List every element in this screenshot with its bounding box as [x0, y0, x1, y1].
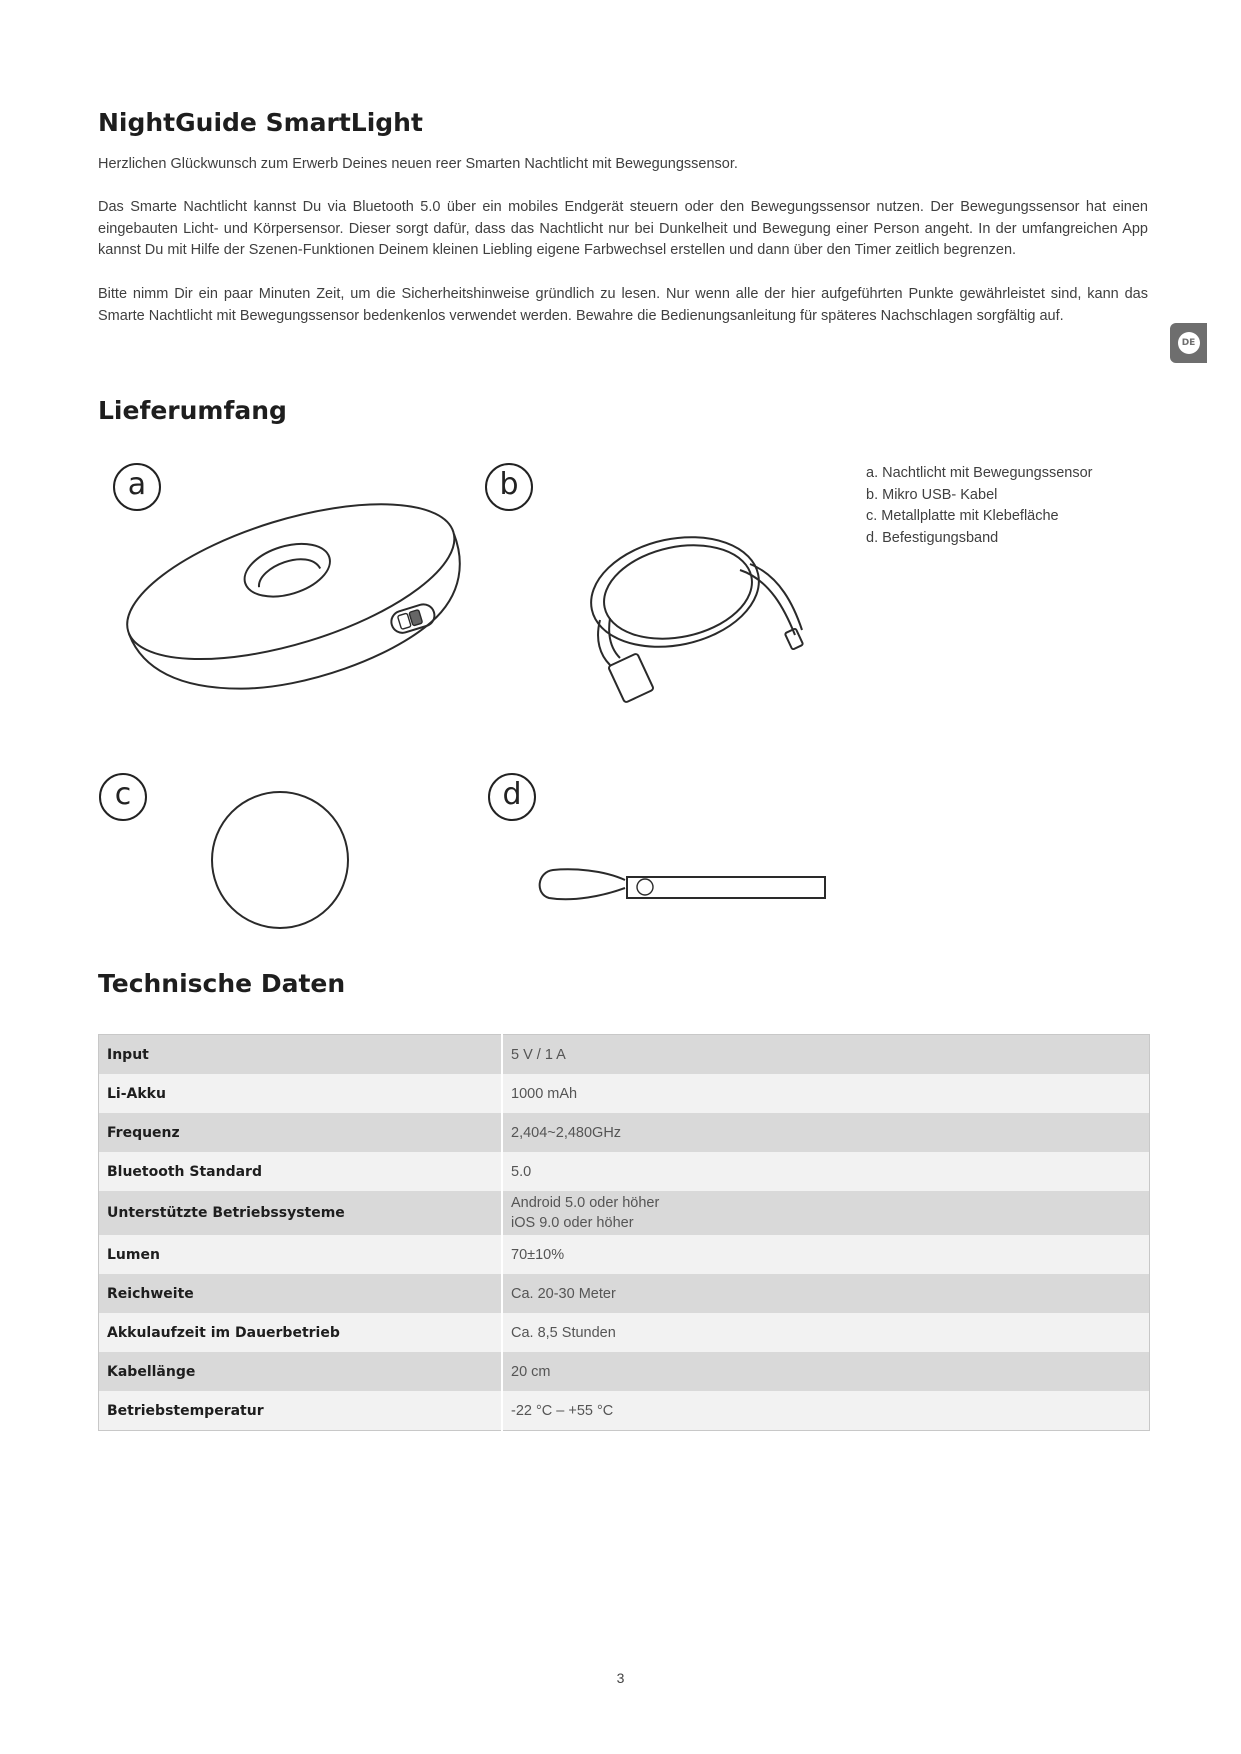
table-row: [99, 1113, 1150, 1152]
spec-key: Unterstützte Betriebssysteme: [99, 1191, 503, 1235]
list-item: c. Metallplatte mit Klebefläche: [866, 508, 1059, 524]
spec-value: Ca. 20-30 Meter: [502, 1274, 1150, 1313]
spec-value: 2,404~2,480GHz: [502, 1113, 1150, 1152]
table-row: [99, 1313, 1150, 1352]
spec-value: 5 V / 1 A: [502, 1035, 1150, 1075]
label-a: a: [113, 463, 161, 511]
strap-illustration: [533, 860, 833, 908]
contents-list: [866, 463, 1092, 549]
table-row: [99, 1352, 1150, 1391]
intro-paragraph-1: Herzlichen Glückwunsch zum Erwerb Deines neuen reer Smarten Nachtlicht mit Bewegungssensor.: [98, 156, 738, 172]
spec-key: Bluetooth Standard: [99, 1152, 503, 1191]
spec-key: Frequenz: [99, 1113, 503, 1152]
table-row: [99, 1191, 1150, 1235]
spec-key: Input: [99, 1035, 503, 1075]
specs-heading: Technische Daten: [98, 969, 346, 998]
table-row: [99, 1391, 1150, 1431]
metal-plate-illustration: [208, 788, 352, 932]
spec-value: 20 cm: [502, 1352, 1150, 1391]
language-tab[interactable]: [1170, 323, 1207, 363]
intro-paragraph-2: Das Smarte Nachtlicht kannst Du via Bluetooth 5.0 über ein mobiles Endgerät steuern oder den Bewegungssensor nutzen. Der Bewegungssensor hat einen eingebauten Licht- und Körpersensor. Dieser sorgt dafür, dass das Nachtlicht nur bei Dunkelheit und Bewegung einer Person angeht. In der umfangreichen App kannst Du mit Hilfe der Szenen-Funktionen Deinem kleinen Liebling eigene Farbwechsel erstellen und dann über den Timer zeitlich begrenzen.: [98, 199, 1148, 258]
specs-table: [98, 1034, 1150, 1431]
spec-value: -22 °C – +55 °C: [502, 1391, 1150, 1431]
spec-key: Betriebstemperatur: [99, 1391, 503, 1431]
label-b: b: [485, 463, 533, 511]
spec-value: Android 5.0 oder höher iOS 9.0 oder höher: [502, 1191, 1150, 1235]
spec-key: Kabellänge: [99, 1352, 503, 1391]
spec-value: 1000 mAh: [502, 1074, 1150, 1113]
table-row: [99, 1035, 1150, 1075]
spec-value: 5.0: [502, 1152, 1150, 1191]
table-row: [99, 1274, 1150, 1313]
spec-key: Akkulaufzeit im Dauerbetrieb: [99, 1313, 503, 1352]
intro-paragraph-3: Bitte nimm Dir ein paar Minuten Zeit, um die Sicherheitshinweise gründlich zu lesen. Nur wenn alle der hier aufgeführten Punkte gewährleistet sind, kann das Smarte Nachtlicht mit Bewegungssensor bedenkenlos verwendet werden. Bewahre die Bedienungsanleitung für späteres Nachschlagen sorgfältig auf.: [98, 286, 1148, 324]
list-item: d. Befestigungsband: [866, 529, 999, 546]
spec-key: Li-Akku: [99, 1074, 503, 1113]
table-row: [99, 1074, 1150, 1113]
contents-heading: Lieferumfang: [98, 396, 287, 425]
label-c: c: [99, 773, 147, 821]
spec-key: Reichweite: [99, 1274, 503, 1313]
label-d: d: [488, 773, 536, 821]
page-title: NightGuide SmartLight: [98, 108, 423, 137]
table-row: [99, 1152, 1150, 1191]
spec-key: Lumen: [99, 1235, 503, 1274]
usb-cable-illustration: [580, 520, 820, 710]
spec-value: Ca. 8,5 Stunden: [502, 1313, 1150, 1352]
language-badge: DE: [1178, 332, 1200, 354]
nightlight-illustration: [120, 490, 480, 725]
list-item: b. Mikro USB- Kabel: [866, 486, 998, 503]
page-number: 3: [616, 1670, 625, 1686]
table-row: [99, 1235, 1150, 1274]
list-item: a. Nachtlicht mit Bewegungssensor: [866, 465, 1093, 481]
spec-value: 70±10%: [502, 1235, 1150, 1274]
